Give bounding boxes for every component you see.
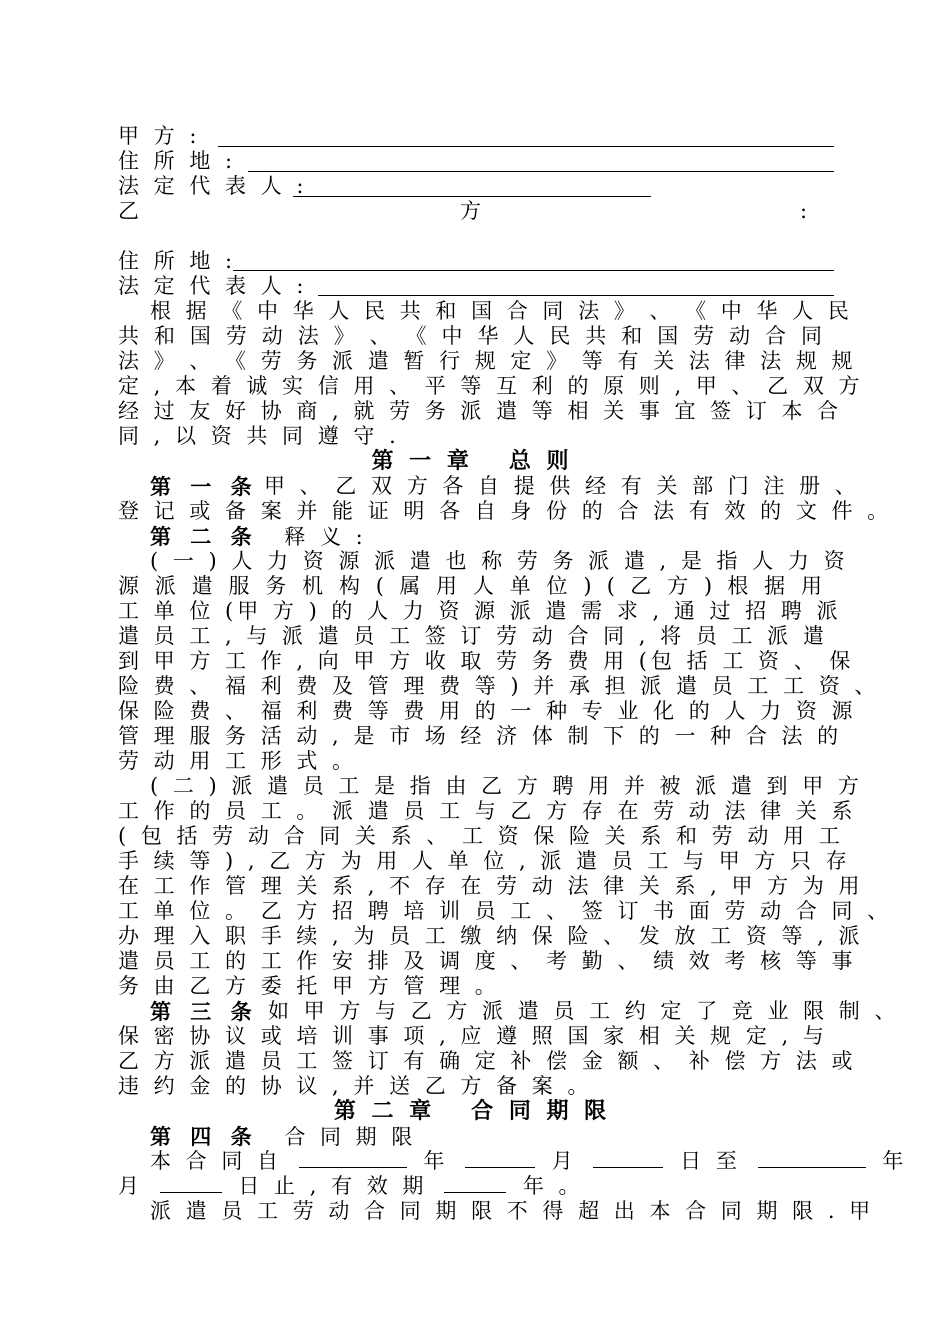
item-2-line: 办 理 入 职 手 续 , 为 员 工 缴 纳 保 险 、 发 放 工 资 等 , 派 bbox=[118, 924, 864, 948]
preamble-line: 定 , 本 着 诚 实 信 用 、 平 等 互 利 的 原 则 , 甲 、 乙 双 方 bbox=[118, 374, 864, 398]
validity-years-blank[interactable] bbox=[444, 1174, 506, 1193]
item-1-line: 工 单 位 (甲 方 ) 的 人 力 资 源 派 遣 需 求 , 通 过 招 聘 派 bbox=[118, 599, 842, 623]
preamble-line: 法 》 、 《 劳 务 派 遣 暂 行 规 定 》 等 有 关 法 律 法 规 规 bbox=[118, 349, 857, 373]
term-month-label: 月 bbox=[551, 1149, 577, 1173]
term-validity-year-label: 年 。 bbox=[522, 1174, 584, 1198]
item-2-line: 务 由 乙 方 委 托 甲 方 管 理 。 bbox=[118, 974, 500, 998]
article-3-line1: 如 甲 方 与 乙 方 派 遣 员 工 约 定 了 竞 业 限 制 、 bbox=[268, 999, 900, 1023]
article-3-title: 第 三 条 bbox=[150, 999, 258, 1024]
article-2-first-line bbox=[150, 524, 826, 549]
start-month-blank[interactable] bbox=[465, 1149, 535, 1168]
item-1-line: 保 险 费 、 福 利 费 等 费 用 的 一 种 专 业 化 的 人 力 资 源 bbox=[118, 699, 857, 723]
address-a-label: 住 所 地 : bbox=[118, 149, 237, 173]
address-b-label: 住 所 地 : bbox=[118, 249, 237, 273]
item-1-line: 险 费 、 福 利 费 及 管 理 费 等 ) 并 承 担 派 遣 员 工 工 资 、 bbox=[118, 674, 880, 698]
address-a-blank[interactable] bbox=[248, 171, 834, 172]
rep-a-label: 法 定 代 表 人 : bbox=[118, 174, 308, 198]
party-b-mid: 方 bbox=[460, 199, 485, 223]
term-until-label: 日 止 , 有 效 期 bbox=[238, 1174, 428, 1198]
article-1-title: 第 一 条 bbox=[150, 474, 258, 499]
start-day-blank[interactable] bbox=[593, 1149, 663, 1168]
end-day-blank[interactable] bbox=[160, 1174, 222, 1193]
article-1-line1: 甲 、 乙 双 方 各 自 提 供 经 有 关 部 门 注 册 、 bbox=[264, 474, 860, 498]
chapter-1-heading bbox=[118, 449, 826, 474]
start-year-blank[interactable] bbox=[299, 1149, 407, 1168]
term-end-year-label: 年 bbox=[882, 1149, 908, 1173]
article-3-line: 保 密 协 议 或 培 训 事 项 , 应 遵 照 国 家 相 关 规 定 , 与 bbox=[118, 1024, 828, 1048]
article-1-first-line bbox=[150, 474, 860, 499]
item-1-line: 管 理 服 务 活 动 , 是 市 场 经 济 体 制 下 的 一 种 合 法 的 bbox=[118, 724, 843, 748]
article-1-line2: 登 记 或 备 案 并 能 证 明 各 自 身 份 的 合 法 有 效 的 文 件 。 bbox=[118, 499, 893, 523]
end-year-blank[interactable] bbox=[758, 1149, 866, 1168]
rep-b-blank[interactable] bbox=[318, 295, 834, 296]
address-b-blank[interactable] bbox=[233, 270, 834, 271]
article-2-text: 释 义 : bbox=[284, 525, 367, 549]
article-2-title: 第 二 条 bbox=[150, 524, 258, 549]
item-1-line: ( 一 ) 人 力 资 源 派 遣 也 称 劳 务 派 遣 , 是 指 人 力 资 bbox=[150, 549, 849, 573]
term-year-label: 年 bbox=[423, 1149, 449, 1173]
term-line-1 bbox=[150, 1149, 908, 1174]
item-2-line: ( 包 括 劳 动 合 同 关 系 、 工 资 保 险 关 系 和 劳 动 用 工 bbox=[118, 824, 844, 848]
article-3-first-line bbox=[150, 999, 900, 1024]
article-4-text: 合 同 期 限 bbox=[284, 1125, 417, 1149]
rep-b-label: 法 定 代 表 人 : bbox=[118, 274, 308, 298]
preamble-line: 经 过 友 好 协 商 , 就 劳 务 派 遣 等 相 关 事 宜 签 订 本 合 bbox=[118, 399, 843, 423]
item-1-line: 源 派 遣 服 务 机 构 ( 属 用 人 单 位 ) ( 乙 方 ) 根 据 用 bbox=[118, 574, 826, 598]
article-4-title: 第 四 条 bbox=[150, 1124, 258, 1149]
item-1-line: 到 甲 方 工 作 , 向 甲 方 收 取 劳 务 费 用 (包 括 工 资 、 保 bbox=[118, 649, 855, 673]
item-1-line: 遣 员 工 , 与 派 遣 员 工 签 订 劳 动 合 同 , 将 员 工 派 遣 bbox=[118, 624, 828, 648]
article-4-line3: 派 遣 员 工 劳 动 合 同 期 限 不 得 超 出 本 合 同 期 限 . 甲 bbox=[150, 1199, 875, 1223]
item-2-line: 工 单 位 。 乙 方 招 聘 培 训 员 工 、 签 订 书 面 劳 动 合 同 、 bbox=[118, 899, 893, 923]
term-to-label: 日 至 bbox=[680, 1149, 741, 1173]
chapter-1-title: 总 则 bbox=[508, 448, 573, 474]
item-2-line: 遣 员 工 的 工 作 安 排 及 调 度 、 考 勤 、 绩 效 考 核 等 事 bbox=[118, 949, 857, 973]
term-end-month-label: 月 bbox=[118, 1174, 143, 1198]
chapter-2-number: 第 二 章 bbox=[333, 1098, 436, 1124]
party-a-label: 甲 方 : bbox=[118, 124, 201, 148]
item-2-line: 手 续 等 ) , 乙 方 为 用 人 单 位 , 派 遣 员 工 与 甲 方 只 存 bbox=[118, 849, 851, 873]
party-b-left: 乙 bbox=[118, 199, 143, 223]
party-a-blank[interactable] bbox=[218, 146, 834, 147]
item-2-line: ( 二 ) 派 遣 员 工 是 指 由 乙 方 聘 用 并 被 派 遣 到 甲 方 bbox=[150, 774, 863, 798]
item-2-line: 工 作 的 员 工 。 派 遣 员 工 与 乙 方 存 在 劳 动 法 律 关 系 bbox=[118, 799, 857, 823]
article-3-line: 违 约 金 的 协 议 , 并 送 乙 方 备 案 。 bbox=[118, 1074, 593, 1098]
chapter-2-title: 合 同 期 限 bbox=[471, 1098, 611, 1124]
preamble-line: 共 和 国 劳 动 法 》 、 《 中 华 人 民 共 和 国 劳 动 合 同 bbox=[118, 324, 826, 348]
term-from-label: 本 合 同 自 bbox=[150, 1149, 283, 1173]
party-b-row bbox=[118, 199, 826, 224]
chapter-2-heading bbox=[118, 1099, 826, 1124]
rep-a-blank[interactable] bbox=[293, 196, 651, 197]
item-2-line: 在 工 作 管 理 关 系 , 不 存 在 劳 动 法 律 关 系 , 甲 方 为 用 bbox=[118, 874, 864, 898]
item-1-line: 劳 动 用 工 形 式 。 bbox=[118, 749, 358, 773]
party-b-colon: : bbox=[800, 199, 812, 223]
article-3-line: 乙 方 派 遣 员 工 签 订 有 确 定 补 偿 金 额 、 补 偿 方 法 或 bbox=[118, 1049, 857, 1073]
article-4-first-line bbox=[150, 1124, 826, 1149]
preamble-line: 同 , 以 资 共 同 遵 守 . bbox=[118, 424, 400, 448]
term-line-2 bbox=[118, 1174, 826, 1199]
preamble-line: 根 据 《 中 华 人 民 共 和 国 合 同 法 》 、 《 中 华 人 民 bbox=[150, 299, 853, 323]
chapter-1-number: 第 一 章 bbox=[371, 448, 473, 474]
